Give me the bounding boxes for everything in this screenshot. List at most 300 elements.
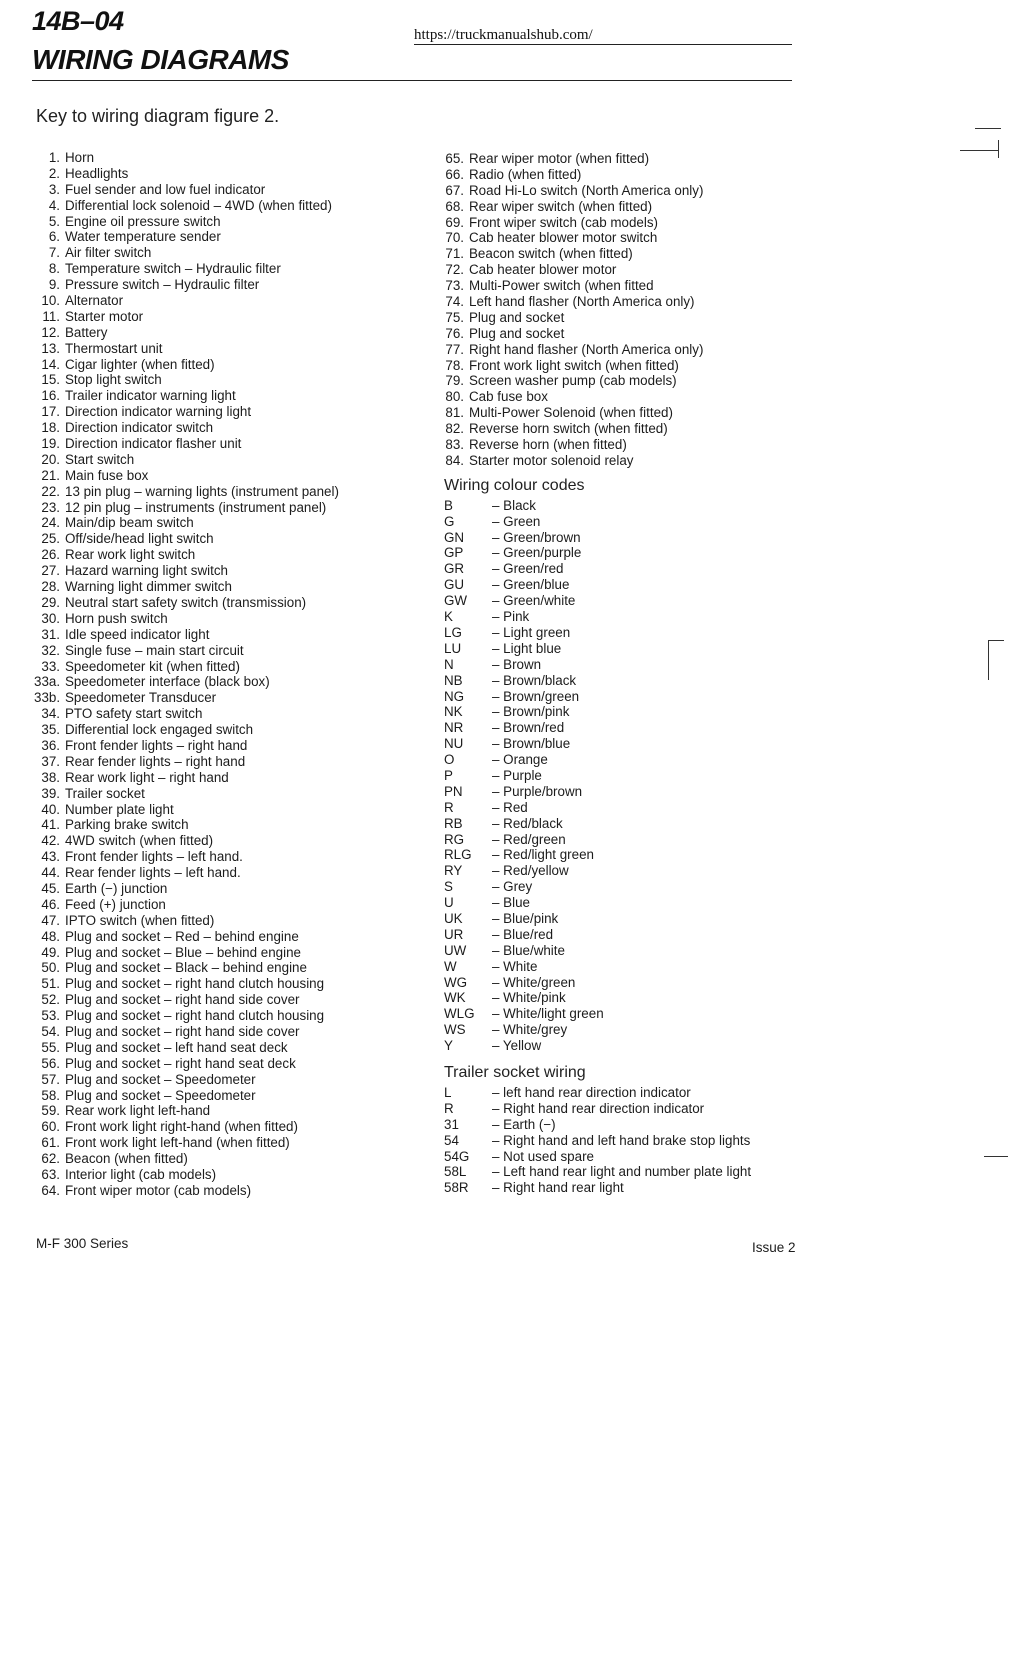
- key-item-number: 18.: [41, 420, 60, 436]
- key-item-number: 84.: [445, 452, 464, 468]
- key-item-number: 56.: [41, 1055, 60, 1071]
- colour-code-number: N: [444, 656, 454, 672]
- key-item: [34, 643, 434, 659]
- key-item-number: 58.: [41, 1087, 60, 1103]
- key-item-text: Front fender lights – left hand.: [65, 849, 243, 865]
- colour-codes-list: [444, 498, 864, 1054]
- key-item: [34, 1056, 434, 1072]
- key-item: [444, 167, 864, 183]
- key-item-number: 34.: [41, 706, 60, 722]
- colour-code-text: – White: [492, 958, 538, 974]
- page-number: 14B–04: [32, 6, 124, 36]
- key-item-text: Water temperature sender: [65, 229, 221, 245]
- key-item-text: Radio (when fitted): [469, 166, 582, 182]
- key-item-number: 3.: [48, 181, 60, 197]
- key-list-right: [444, 151, 864, 469]
- key-item: [34, 802, 434, 818]
- key-item-text: Plug and socket – right hand seat deck: [65, 1055, 296, 1071]
- key-item-text: Plug and socket – Speedometer: [65, 1087, 256, 1103]
- key-item: [34, 929, 434, 945]
- key-item: [34, 659, 434, 675]
- key-item-text: Thermostart unit: [65, 340, 163, 356]
- key-item: [34, 945, 434, 961]
- trailer-code-number: 58L: [444, 1164, 467, 1180]
- trailer-code: [444, 1133, 864, 1149]
- colour-code-number: G: [444, 513, 455, 529]
- key-item-number: 49.: [41, 944, 60, 960]
- key-item-number: 52.: [41, 992, 60, 1008]
- colour-code-number: UR: [444, 926, 464, 942]
- key-item-number: 57.: [41, 1071, 60, 1087]
- colour-code-text: – Brown/red: [492, 720, 565, 736]
- key-item-number: 42.: [41, 833, 60, 849]
- margin-mark: [998, 140, 999, 158]
- key-item-number: 27.: [41, 563, 60, 579]
- key-item: [34, 563, 434, 579]
- colour-code: [444, 720, 864, 736]
- colour-code-text: – White/light green: [492, 1006, 604, 1022]
- colour-code-number: GN: [444, 529, 465, 545]
- key-item-number: 9.: [48, 277, 60, 293]
- key-item-number: 38.: [41, 769, 60, 785]
- key-item-text: Idle speed indicator light: [65, 626, 210, 642]
- key-item: [34, 738, 434, 754]
- key-item-text: Front work light left-hand (when fitted): [65, 1135, 290, 1151]
- key-item-text: Start switch: [65, 451, 135, 467]
- source-url[interactable]: https://truckmanualshub.com/: [414, 27, 593, 43]
- key-item-text: Speedometer kit (when fitted): [65, 658, 240, 674]
- key-item: [34, 992, 434, 1008]
- key-item: [34, 309, 434, 325]
- key-item-number: 13.: [41, 340, 60, 356]
- key-item-number: 12.: [41, 324, 60, 340]
- trailer-code-text: – Not used spare: [492, 1148, 594, 1164]
- colour-code-text: – White/green: [492, 974, 576, 990]
- key-item-number: 28.: [41, 579, 60, 595]
- key-item-number: 21.: [41, 467, 60, 483]
- key-item: [34, 1135, 434, 1151]
- colour-code-text: – Green/brown: [492, 529, 581, 545]
- trailer-code-number: R: [444, 1100, 454, 1116]
- colour-code: [444, 736, 864, 752]
- key-item-text: Trailer socket: [65, 785, 145, 801]
- key-item: [444, 421, 864, 437]
- key-item-number: 36.: [41, 737, 60, 753]
- key-item-number: 70.: [445, 230, 464, 246]
- key-list-left: [34, 150, 434, 1199]
- key-item: [34, 913, 434, 929]
- colour-code-text: – Light green: [492, 624, 571, 640]
- key-item-number: 48.: [41, 928, 60, 944]
- key-item-text: Rear fender lights – right hand: [65, 753, 246, 769]
- key-item: [444, 230, 864, 246]
- key-item-number: 61.: [41, 1135, 60, 1151]
- key-item: [34, 468, 434, 484]
- key-item-text: Differential lock engaged switch: [65, 722, 254, 738]
- key-item-number: 2.: [48, 165, 60, 181]
- colour-code-text: – Green/red: [492, 561, 564, 577]
- key-item: [34, 706, 434, 722]
- key-item-text: Front wiper motor (cab models): [65, 1182, 252, 1198]
- colour-code-number: S: [444, 879, 453, 895]
- key-item-text: Battery: [65, 324, 108, 340]
- key-item: [34, 833, 434, 849]
- colour-code: [444, 498, 864, 514]
- colour-code-number: GW: [444, 593, 468, 609]
- key-item-text: Plug and socket – Black – behind engine: [65, 960, 307, 976]
- key-item-text: Plug and socket – right hand side cover: [65, 1023, 300, 1039]
- colour-code-text: – Brown/black: [492, 672, 577, 688]
- key-item: [34, 357, 434, 373]
- key-item-text: Plug and socket – left hand seat deck: [65, 1039, 288, 1055]
- colour-code: [444, 609, 864, 625]
- colour-code: [444, 895, 864, 911]
- trailer-code-text: – Earth (−): [492, 1116, 556, 1132]
- colour-code-number: LG: [444, 624, 462, 640]
- margin-mark: [988, 640, 989, 680]
- colour-code-number: NB: [444, 672, 463, 688]
- colour-code-number: GU: [444, 577, 465, 593]
- colour-code-text: – Red/yellow: [492, 863, 569, 879]
- key-item-text: Interior light (cab models): [65, 1167, 217, 1182]
- colour-code: [444, 990, 864, 1006]
- key-item-text: Pressure switch – Hydraulic filter: [65, 277, 260, 293]
- key-item-text: Plug and socket: [469, 325, 565, 341]
- key-item-text: Multi-Power switch (when fitted: [469, 278, 654, 294]
- colour-code-number: RG: [444, 831, 465, 847]
- key-item: [444, 453, 864, 469]
- colour-code: [444, 545, 864, 561]
- key-item: [34, 770, 434, 786]
- key-item: [34, 849, 434, 865]
- key-item: [34, 1183, 434, 1199]
- key-item: [444, 437, 864, 453]
- key-item: [34, 182, 434, 198]
- colour-code: [444, 975, 864, 991]
- key-item-text: Reverse horn switch (when fitted): [469, 421, 668, 437]
- trailer-code-text: – left hand rear direction indicator: [492, 1084, 691, 1100]
- key-item-number: 16.: [41, 388, 60, 404]
- key-item: [34, 261, 434, 277]
- key-item-text: Fuel sender and low fuel indicator: [65, 181, 266, 197]
- trailer-code: [444, 1149, 864, 1165]
- footer-series: M-F 300 Series: [36, 1236, 129, 1251]
- key-item: [34, 579, 434, 595]
- colour-code-text: – Pink: [492, 609, 530, 625]
- key-item: [34, 166, 434, 182]
- key-item-text: Front wiper switch (cab models): [469, 214, 659, 230]
- colour-code-number: WG: [444, 974, 468, 990]
- colour-code: [444, 800, 864, 816]
- key-item-text: Direction indicator switch: [65, 420, 214, 436]
- trailer-code: [444, 1085, 864, 1101]
- key-item-number: 68.: [445, 198, 464, 214]
- key-item-text: Front work light right-hand (when fitted): [65, 1119, 298, 1135]
- colour-code-text: – Purple/brown: [492, 783, 583, 799]
- key-item-text: Speedometer Transducer: [65, 690, 217, 706]
- key-item-number: 7.: [48, 245, 60, 261]
- trailer-code-text: – Right hand rear light: [492, 1180, 624, 1196]
- key-item-number: 4.: [48, 197, 60, 213]
- colour-code-number: P: [444, 767, 453, 783]
- key-item-number: 75.: [445, 309, 464, 325]
- key-item: [34, 897, 434, 913]
- colour-code: [444, 847, 864, 863]
- colour-code-number: PN: [444, 783, 463, 799]
- key-item-number: 53.: [41, 1008, 60, 1024]
- key-item-text: Front fender lights – right hand: [65, 737, 248, 753]
- margin-mark: [988, 640, 1004, 641]
- key-item: [34, 388, 434, 404]
- colour-code: [444, 1022, 864, 1038]
- colour-code: [444, 561, 864, 577]
- colour-code-text: – Red: [492, 799, 528, 815]
- colour-code-number: UW: [444, 942, 467, 958]
- colour-code-number: RLG: [444, 847, 472, 863]
- key-item-text: Parking brake switch: [65, 817, 189, 833]
- key-item-text: Air filter switch: [65, 245, 152, 261]
- key-item: [34, 325, 434, 341]
- key-item: [34, 960, 434, 976]
- key-item-number: 46.: [41, 896, 60, 912]
- key-item: [34, 627, 434, 643]
- colour-code: [444, 514, 864, 530]
- colour-code-number: Y: [444, 1038, 453, 1054]
- colour-code: [444, 832, 864, 848]
- trailer-code: [444, 1101, 864, 1117]
- key-item: [34, 372, 434, 388]
- key-item: [444, 373, 864, 389]
- colour-code: [444, 768, 864, 784]
- key-item: [34, 293, 434, 309]
- key-item-text: Cab heater blower motor switch: [469, 230, 658, 246]
- colour-code-number: NU: [444, 736, 464, 752]
- key-item-text: Headlights: [65, 165, 129, 181]
- colour-code-text: – Blue: [492, 895, 530, 911]
- trailer-code-text: – Left hand rear light and number plate light: [492, 1164, 752, 1180]
- colour-code-text: – Orange: [492, 752, 548, 768]
- colour-codes-heading: Wiring colour codes: [444, 476, 585, 494]
- key-item-number: 31.: [41, 626, 60, 642]
- key-item-number: 33b.: [34, 690, 61, 706]
- key-item-number: 55.: [41, 1039, 60, 1055]
- key-item: [34, 817, 434, 833]
- key-item-number: 14.: [41, 356, 60, 372]
- key-item-number: 33.: [41, 658, 60, 674]
- key-item: [34, 245, 434, 261]
- key-item: [444, 262, 864, 278]
- key-item-number: 1.: [48, 150, 60, 165]
- key-item: [444, 183, 864, 199]
- key-item-text: 4WD switch (when fitted): [65, 833, 214, 849]
- key-item-text: Rear work light left-hand: [65, 1103, 211, 1119]
- key-item: [34, 1024, 434, 1040]
- colour-code-text: – Red/light green: [492, 847, 594, 863]
- margin-mark: [984, 1156, 1008, 1157]
- key-item-text: Front work light switch (when fitted): [469, 357, 679, 373]
- key-item-text: Plug and socket: [469, 309, 565, 325]
- key-item-text: Road Hi-Lo switch (North America only): [469, 182, 704, 198]
- key-item-number: 15.: [41, 372, 60, 388]
- colour-code: [444, 641, 864, 657]
- trailer-code-text: – Right hand and left hand brake stop lights: [492, 1132, 751, 1148]
- key-item: [34, 341, 434, 357]
- key-item: [34, 690, 434, 706]
- key-item: [34, 484, 434, 500]
- key-item-text: Single fuse – main start circuit: [65, 642, 244, 658]
- margin-mark: [975, 128, 1001, 129]
- key-item-text: Rear work light – right hand: [65, 769, 229, 785]
- key-item-text: Plug and socket – Blue – behind engine: [65, 944, 302, 960]
- key-item-number: 66.: [445, 166, 464, 182]
- key-item: [444, 358, 864, 374]
- footer-issue: Issue 2: [752, 1240, 796, 1255]
- colour-code-text: – Green/white: [492, 593, 576, 609]
- key-item-text: Cigar lighter (when fitted): [65, 356, 215, 372]
- colour-code: [444, 879, 864, 895]
- key-item: [34, 786, 434, 802]
- section-title: WIRING DIAGRAMS: [32, 44, 289, 75]
- key-item-number: 63.: [41, 1167, 60, 1182]
- key-item-text: Cab heater blower motor: [469, 262, 617, 278]
- key-item-text: Right hand flasher (North America only): [469, 341, 704, 357]
- key-item-number: 62.: [41, 1151, 60, 1167]
- key-item-text: Plug and socket – Red – behind engine: [65, 928, 299, 944]
- key-item-text: Cab fuse box: [469, 389, 548, 405]
- trailer-code-text: – Right hand rear direction indicator: [492, 1100, 705, 1116]
- colour-code-text: – Brown/green: [492, 688, 580, 704]
- key-item-text: Feed (+) junction: [65, 896, 166, 912]
- key-item-text: Starter motor: [65, 308, 144, 324]
- key-item: [34, 404, 434, 420]
- key-item-number: 71.: [445, 246, 464, 262]
- key-item-number: 54.: [41, 1023, 60, 1039]
- key-item-text: Rear fender lights – left hand.: [65, 865, 241, 881]
- key-item-number: 76.: [445, 325, 464, 341]
- colour-code: [444, 657, 864, 673]
- colour-code-text: – Green: [492, 513, 541, 529]
- key-item-text: Plug and socket – right hand side cover: [65, 992, 300, 1008]
- key-item-text: Plug and socket – right hand clutch housing: [65, 976, 325, 992]
- key-item-text: Direction indicator warning light: [65, 404, 252, 420]
- key-item-number: 6.: [48, 229, 60, 245]
- key-item-text: Horn: [65, 150, 95, 165]
- key-item: [34, 515, 434, 531]
- key-item-number: 20.: [41, 451, 60, 467]
- key-item: [34, 1119, 434, 1135]
- key-item-number: 67.: [445, 182, 464, 198]
- key-item: [34, 674, 434, 690]
- key-item-text: 13 pin plug – warning lights (instrument panel): [65, 483, 339, 499]
- key-item: [34, 150, 434, 166]
- key-item-number: 60.: [41, 1119, 60, 1135]
- trailer-code: [444, 1117, 864, 1133]
- colour-code: [444, 863, 864, 879]
- colour-code-text: – Red/green: [492, 831, 566, 847]
- key-item-text: Main fuse box: [65, 467, 149, 483]
- key-item-text: Multi-Power Solenoid (when fitted): [469, 405, 673, 421]
- colour-code-number: UK: [444, 910, 463, 926]
- key-item-text: Hazard warning light switch: [65, 563, 228, 579]
- colour-code: [444, 959, 864, 975]
- key-item-number: 81.: [445, 405, 464, 421]
- key-item: [444, 342, 864, 358]
- key-item: [34, 595, 434, 611]
- key-item-text: Earth (−) junction: [65, 880, 168, 896]
- key-item-text: Engine oil pressure switch: [65, 213, 221, 229]
- trailer-code-number: 54: [444, 1132, 459, 1148]
- header-rule-bottom: [32, 80, 792, 81]
- key-item-number: 69.: [445, 214, 464, 230]
- key-item: [444, 326, 864, 342]
- key-item-number: 17.: [41, 404, 60, 420]
- key-item-number: 80.: [445, 389, 464, 405]
- colour-code: [444, 704, 864, 720]
- key-item-number: 29.: [41, 594, 60, 610]
- key-item-text: Stop light switch: [65, 372, 162, 388]
- key-item-number: 22.: [41, 483, 60, 499]
- colour-code-text: – Green/blue: [492, 577, 570, 593]
- key-item-number: 23.: [41, 499, 60, 515]
- colour-code: [444, 577, 864, 593]
- key-item-number: 79.: [445, 373, 464, 389]
- colour-code-text: – Brown/blue: [492, 736, 571, 752]
- trailer-code-number: L: [444, 1084, 452, 1100]
- colour-code-text: – Yellow: [492, 1038, 542, 1054]
- key-item: [34, 452, 434, 468]
- key-item-text: Temperature switch – Hydraulic filter: [65, 261, 281, 277]
- key-item: [444, 278, 864, 294]
- key-item-number: 8.: [48, 261, 60, 277]
- key-item-number: 40.: [41, 801, 60, 817]
- key-item-text: Main/dip beam switch: [65, 515, 194, 531]
- colour-code-number: WK: [444, 990, 466, 1006]
- trailer-code-number: 58R: [444, 1180, 469, 1196]
- key-item-number: 43.: [41, 849, 60, 865]
- right-column: [444, 151, 864, 1196]
- key-item-text: Reverse horn (when fitted): [469, 437, 627, 453]
- key-item: [34, 1088, 434, 1104]
- colour-code: [444, 943, 864, 959]
- key-item-text: Beacon switch (when fitted): [469, 246, 633, 262]
- key-item-text: Beacon (when fitted): [65, 1151, 188, 1167]
- key-item-text: Screen washer pump (cab models): [469, 373, 677, 389]
- key-item-number: 25.: [41, 531, 60, 547]
- key-item-number: 51.: [41, 976, 60, 992]
- key-item-number: 73.: [445, 278, 464, 294]
- key-item-text: Speedometer interface (black box): [65, 674, 270, 690]
- colour-code-number: GP: [444, 545, 464, 561]
- key-item-text: PTO safety start switch: [65, 706, 203, 722]
- key-item: [34, 865, 434, 881]
- key-item-text: 12 pin plug – instruments (instrument panel): [65, 499, 327, 515]
- colour-code-text: – Brown/pink: [492, 704, 570, 720]
- key-item-text: Neutral start safety switch (transmission): [65, 594, 307, 610]
- key-item: [34, 1008, 434, 1024]
- colour-code-number: WLG: [444, 1006, 475, 1022]
- key-item-text: Horn push switch: [65, 610, 168, 626]
- key-item: [34, 1151, 434, 1167]
- trailer-code: [444, 1180, 864, 1196]
- colour-code-text: – White/pink: [492, 990, 566, 1006]
- colour-code-number: WS: [444, 1022, 466, 1038]
- trailer-codes-list: [444, 1085, 864, 1196]
- key-item: [444, 151, 864, 167]
- key-item: [444, 294, 864, 310]
- colour-code-number: GR: [444, 561, 465, 577]
- key-item-number: 77.: [445, 341, 464, 357]
- key-item-number: 45.: [41, 880, 60, 896]
